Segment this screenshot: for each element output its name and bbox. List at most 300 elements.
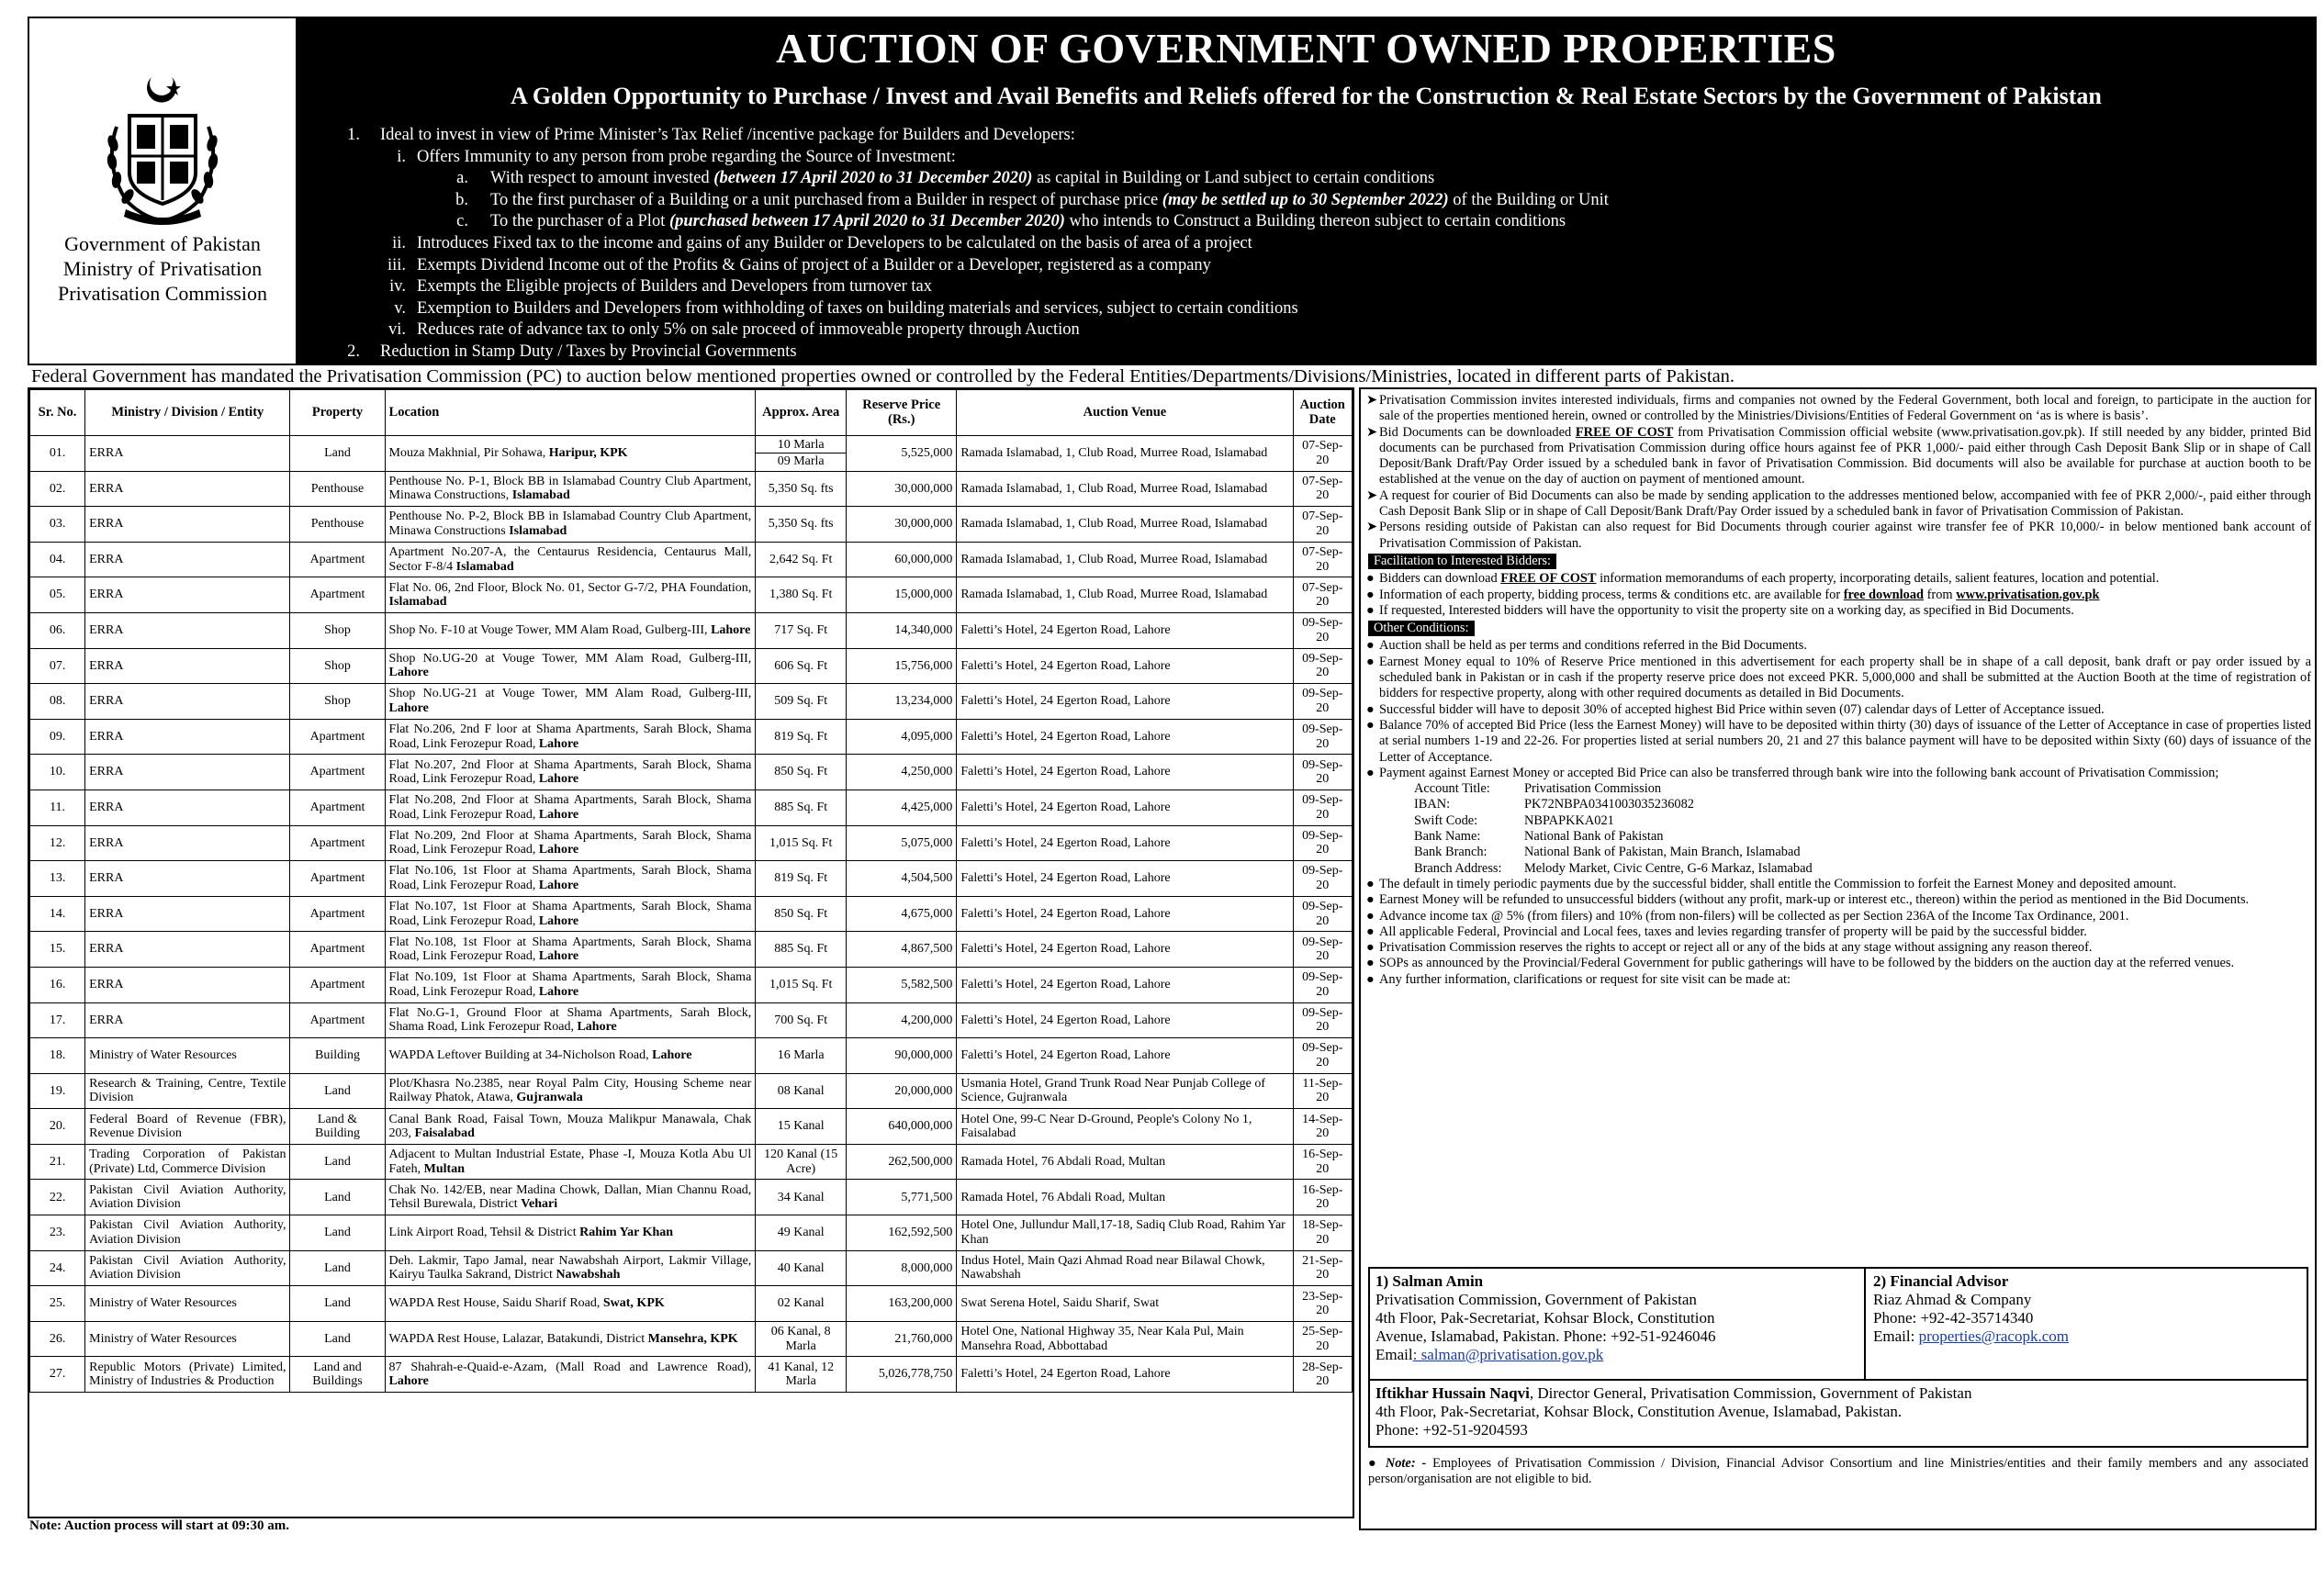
cell-entity: ERRA: [85, 577, 290, 613]
cell-location: Flat No.206, 2nd F loor at Shama Apartments, Sarah Block, Shama Road, Link Ferozepur Road, Lahore: [385, 719, 756, 755]
cell-entity: Ministry of Water Resources: [85, 1321, 290, 1357]
cell-venue: Faletti’s Hotel, 24 Egerton Road, Lahore: [957, 755, 1293, 790]
cell-location: Flat No.109, 1st Floor at Shama Apartments, Sarah Block, Shama Road, Link Ferozepur Road, Lahore: [385, 967, 756, 1002]
cell-price: 4,867,500: [847, 932, 957, 968]
condition-1: ● Auction shall be held as per terms and conditions referred in the Bid Documents.: [1366, 638, 1807, 654]
cell-venue: Swat Serena Hotel, Saidu Sharif, Swat: [957, 1286, 1293, 1322]
bank-account-details: [1366, 781, 2311, 877]
cell-entity: Pakistan Civil Aviation Authority, Aviation Division: [85, 1250, 290, 1286]
col-header-property: Property: [290, 390, 385, 436]
cell-venue: Ramada Islamabad, 1, Club Road, Murree Road, Islamabad: [957, 471, 1293, 507]
cell-sr: 08.: [30, 684, 85, 720]
cell-area: 16 Marla: [756, 1038, 847, 1074]
cell-sr: 24.: [30, 1250, 85, 1286]
cell-date: 21-Sep-20: [1293, 1250, 1352, 1286]
cell-price: 4,095,000: [847, 719, 957, 755]
cell-sr: 02.: [30, 471, 85, 507]
cell-entity: Federal Board of Revenue (FBR), Revenue Division: [85, 1109, 290, 1145]
free-download-link[interactable]: free download: [1843, 587, 1925, 602]
cell-sr: 01.: [30, 436, 85, 472]
cell-sr: 26.: [30, 1321, 85, 1357]
cell-venue: Faletti’s Hotel, 24 Egerton Road, Lahore: [957, 1002, 1293, 1038]
cell-date: 07-Sep-20: [1293, 471, 1352, 507]
condition-10: ● Privatisation Commission reserves the rights to accept or reject all or any of the bids at any stage without assigning any reason thereof.: [1366, 940, 2093, 956]
cell-price: 4,675,000: [847, 896, 957, 932]
cell-area: 10 Marla 09 Marla: [756, 436, 847, 472]
cell-entity: ERRA: [85, 896, 290, 932]
incentive-1-vi: vi. Reduces rate of advance tax to only 5% on sale proceed of immoveable property through Auction: [387, 320, 1080, 340]
gov-line-3: Privatisation Commission: [58, 282, 267, 305]
cell-venue: Hotel One, National Highway 35, Near Kala Pul, Main Mansehra Road, Abbottabad: [957, 1321, 1293, 1357]
cell-sr: 12.: [30, 825, 85, 861]
cell-date: 07-Sep-20: [1293, 436, 1352, 472]
cell-entity: Republic Motors (Private) Limited, Ministry of Industries & Production: [85, 1357, 290, 1393]
table-row: [30, 825, 1353, 861]
cell-property: Apartment: [290, 932, 385, 968]
cell-sr: 20.: [30, 1109, 85, 1145]
cell-area: 606 Sq. Ft: [756, 648, 847, 684]
cell-venue: Faletti’s Hotel, 24 Egerton Road, Lahore: [957, 1357, 1293, 1393]
cell-price: 15,756,000: [847, 648, 957, 684]
cell-entity: ERRA: [85, 719, 290, 755]
cell-area: 40 Kanal: [756, 1250, 847, 1286]
condition-9: ● All applicable Federal, Provincial and Local fees, taxes and levies regarding transfer of property will be paid by the successful bidder.: [1366, 924, 2087, 939]
cell-price: 8,000,000: [847, 1250, 957, 1286]
cell-area: 700 Sq. Ft: [756, 1002, 847, 1038]
table-row: [30, 896, 1353, 932]
table-row: [30, 612, 1353, 648]
cell-date: 09-Sep-20: [1293, 648, 1352, 684]
cell-price: 5,582,500: [847, 967, 957, 1002]
cell-location: Flat No.209, 2nd Floor at Shama Apartments, Sarah Block, Shama Road, Link Ferozepur Road, Lahore: [385, 825, 756, 861]
cell-property: Land: [290, 1321, 385, 1357]
auction-time-note: Note: Auction process will start at 09:30 am.: [29, 1518, 290, 1533]
cell-property: Building: [290, 1038, 385, 1074]
cell-property: Land: [290, 1144, 385, 1180]
cell-date: 23-Sep-20: [1293, 1286, 1352, 1322]
cell-property: Apartment: [290, 542, 385, 577]
cell-venue: Faletti’s Hotel, 24 Egerton Road, Lahore: [957, 648, 1293, 684]
col-header-price: Reserve Price (Rs.): [847, 390, 957, 436]
cell-property: Shop: [290, 612, 385, 648]
cell-area: 08 Kanal: [756, 1073, 847, 1109]
cell-location: Flat No. 06, 2nd Floor, Block No. 01, Sector G-7/2, PHA Foundation, Islamabad: [385, 577, 756, 613]
cell-property: Land: [290, 1180, 385, 1215]
cell-price: 162,592,500: [847, 1215, 957, 1251]
cell-property: Land: [290, 1250, 385, 1286]
contacts-box: [1368, 1267, 2308, 1448]
cell-location: Flat No.G-1, Ground Floor at Shama Apartments, Sarah Block, Shama Road, Link Ferozepur Road, Lahore: [385, 1002, 756, 1038]
cell-venue: Faletti’s Hotel, 24 Egerton Road, Lahore: [957, 612, 1293, 648]
cell-entity: ERRA: [85, 436, 290, 472]
terms-panel: [1359, 387, 2317, 1530]
cell-date: 11-Sep-20: [1293, 1073, 1352, 1109]
cell-entity: Trading Corporation of Pakistan (Private) Ltd, Commerce Division: [85, 1144, 290, 1180]
table-row: [30, 577, 1353, 613]
cell-property: Land: [290, 1286, 385, 1322]
cell-price: 5,075,000: [847, 825, 957, 861]
cell-date: 09-Sep-20: [1293, 932, 1352, 968]
cell-location: WAPDA Rest House, Saidu Sharif Road, Swat, KPK: [385, 1286, 756, 1322]
cell-location: Link Airport Road, Tehsil & District Rahim Yar Khan: [385, 1215, 756, 1251]
cell-entity: ERRA: [85, 684, 290, 720]
col-header-date: Auction Date: [1293, 390, 1352, 436]
cell-property: Apartment: [290, 577, 385, 613]
table-row: [30, 1038, 1353, 1074]
cell-area: 02 Kanal: [756, 1286, 847, 1322]
cell-property: Land: [290, 436, 385, 472]
email-link-salman[interactable]: : salman@privatisation.gov.pk: [1412, 1346, 1604, 1363]
incentive-1-i-c: c. To the purchaser of a Plot (purchased between 17 April 2020 to 31 December 2020) who intends to Construct a Building thereon subject to certain conditions: [456, 212, 1566, 231]
cell-sr: 05.: [30, 577, 85, 613]
cell-venue: Ramada Islamabad, 1, Club Road, Murree Road, Islamabad: [957, 507, 1293, 543]
facilitation-1: ● Bidders can download FREE OF COST information memorandums of each property, incorporating details, salient features, location and potential.: [1366, 571, 2160, 587]
cell-property: Shop: [290, 648, 385, 684]
cell-sr: 21.: [30, 1144, 85, 1180]
cell-date: 14-Sep-20: [1293, 1109, 1352, 1145]
table-row: [30, 1144, 1353, 1180]
cell-location: Shop No. F-10 at Vouge Tower, MM Alam Road, Gulberg-III, Lahore: [385, 612, 756, 648]
table-row: [30, 1321, 1353, 1357]
properties-table: [29, 389, 1353, 1393]
table-row: [30, 1002, 1353, 1038]
bank-account-line: Swift Code: NBPAPKKA021: [1414, 812, 1614, 828]
cell-price: 13,234,000: [847, 684, 957, 720]
email-link-advisor[interactable]: properties@racopk.com: [1918, 1327, 2069, 1345]
cell-location: Flat No.108, 1st Floor at Shama Apartments, Sarah Block, Shama Road, Link Ferozepur Road, Lahore: [385, 932, 756, 968]
cell-location: Flat No.107, 1st Floor at Shama Apartments, Sarah Block, Shama Road, Link Ferozepur Road, Lahore: [385, 896, 756, 932]
incentive-1-i: i. Offers Immunity to any person from probe regarding the Source of Investment:: [397, 147, 956, 166]
cell-venue: Ramada Islamabad, 1, Club Road, Murree Road, Islamabad: [957, 577, 1293, 613]
cell-location: Shop No.UG-21 at Vouge Tower, MM Alam Road, Gulberg-III, Lahore: [385, 684, 756, 720]
cell-location: Chak No. 142/EB, near Madina Chowk, Dallan, Mian Channu Road, Tehsil Burewala, District Vehari: [385, 1180, 756, 1215]
table-header-row: [30, 390, 1353, 436]
cell-area: 1,015 Sq. Ft: [756, 825, 847, 861]
cell-location: Plot/Khasra No.2385, near Royal Palm City, Housing Scheme near Railway Phatok, Atawa, Gujranwala: [385, 1073, 756, 1109]
website-link[interactable]: www.privatisation.gov.pk: [1956, 587, 2100, 602]
cell-date: 28-Sep-20: [1293, 1357, 1352, 1393]
col-header-entity: Ministry / Division / Entity: [85, 390, 290, 436]
table-row: [30, 648, 1353, 684]
cell-entity: ERRA: [85, 612, 290, 648]
cell-price: 4,200,000: [847, 1002, 957, 1038]
incentive-1: 1. Ideal to invest in view of Prime Minister’s Tax Relief /incentive package for Builders and Developers:: [347, 126, 1075, 144]
col-header-venue: Auction Venue: [957, 390, 1293, 436]
cell-price: 5,771,500: [847, 1180, 957, 1215]
cell-entity: ERRA: [85, 790, 290, 825]
cell-entity: ERRA: [85, 471, 290, 507]
cell-location: WAPDA Rest House, Lalazar, Batakundi, District Mansehra, KPK: [385, 1321, 756, 1357]
cell-property: Apartment: [290, 896, 385, 932]
col-header-location: Location: [385, 390, 756, 436]
cell-date: 09-Sep-20: [1293, 612, 1352, 648]
cell-area: 2,642 Sq. Ft: [756, 542, 847, 577]
cell-entity: Pakistan Civil Aviation Authority, Aviation Division: [85, 1180, 290, 1215]
cell-price: 5,026,778,750: [847, 1357, 957, 1393]
cell-sr: 10.: [30, 755, 85, 790]
contact-salman-amin: 1) Salman Amin Privatisation Commission, Government of Pakistan 4th Floor, Pak-Secretariat, Kohsar Block, Constitution Avenue, Islamabad, Pakistan. Phone: +92-51-9246046 Email: salman@privatisation.gov.pk: [1370, 1269, 1866, 1381]
cell-entity: ERRA: [85, 861, 290, 897]
page-subtitle: A Golden Opportunity to Purchase / Invest and Avail Benefits and Reliefs offered for the Construction & Real Estate Sectors by the Government of Pakistan: [511, 83, 2102, 109]
cell-area: 717 Sq. Ft: [756, 612, 847, 648]
advertisement-page: [28, 17, 2317, 1550]
cell-location: Flat No.106, 1st Floor at Shama Apartments, Sarah Block, Shama Road, Link Ferozepur Road, Lahore: [385, 861, 756, 897]
cell-venue: Ramada Islamabad, 1, Club Road, Murree Road, Islamabad: [957, 436, 1293, 472]
cell-venue: Indus Hotel, Main Qazi Ahmad Road near Bilawal Chowk, Nawabshah: [957, 1250, 1293, 1286]
cell-date: 07-Sep-20: [1293, 542, 1352, 577]
cell-price: 60,000,000: [847, 542, 957, 577]
cell-date: 09-Sep-20: [1293, 755, 1352, 790]
cell-sr: 27.: [30, 1357, 85, 1393]
cell-entity: Research & Training, Centre, Textile Division: [85, 1073, 290, 1109]
cell-venue: Faletti’s Hotel, 24 Egerton Road, Lahore: [957, 1038, 1293, 1074]
cell-price: 14,340,000: [847, 612, 957, 648]
cell-entity: Ministry of Water Resources: [85, 1286, 290, 1322]
incentive-1-ii: ii. Introduces Fixed tax to the income and gains of any Builder or Developers to be calculated on the basis of area of a project: [392, 233, 1252, 252]
cell-price: 30,000,000: [847, 507, 957, 543]
cell-property: Apartment: [290, 755, 385, 790]
cell-area: 509 Sq. Ft: [756, 684, 847, 720]
condition-12: ● Any further information, clarifications or request for site visit can be made at:: [1366, 971, 1791, 987]
incentive-1-i-a: a. With respect to amount invested (between 17 April 2020 to 31 December 2020) as capital in Building or Land subject to certain conditions: [456, 169, 1435, 188]
term-courier: ➤ A request for courier of Bid Documents can also be made by sending application to the addresses mentioned below, accompanied with fee of PKR 2,000/-, paid either through Cash Deposit Bank Slip or in shape of Call Deposit/Bank Draft/Pay Order issued by a scheduled bank in favor of Privatisation Commission of Pakistan.: [1366, 487, 2311, 520]
cell-sr: 17.: [30, 1002, 85, 1038]
cell-location: Deh. Lakmir, Tapo Jamal, near Nawabshah Airport, Lakmir Village, Kairyu Taulka Sakrand, District Nawabshah: [385, 1250, 756, 1286]
cell-entity: Pakistan Civil Aviation Authority, Aviation Division: [85, 1215, 290, 1251]
incentive-list: [332, 125, 2297, 364]
cell-price: 262,500,000: [847, 1144, 957, 1180]
bank-account-line: Bank Branch: National Bank of Pakistan, Main Branch, Islamabad: [1414, 845, 1801, 860]
cell-property: Land: [290, 1073, 385, 1109]
cell-venue: Faletti’s Hotel, 24 Egerton Road, Lahore: [957, 932, 1293, 968]
cell-location: 87 Shahrah-e-Quaid-e-Azam, (Mall Road and Lawrence Road), Lahore: [385, 1357, 756, 1393]
cell-date: 25-Sep-20: [1293, 1321, 1352, 1357]
cell-date: 16-Sep-20: [1293, 1144, 1352, 1180]
cell-venue: Faletti’s Hotel, 24 Egerton Road, Lahore: [957, 896, 1293, 932]
cell-property: Apartment: [290, 861, 385, 897]
cell-sr: 09.: [30, 719, 85, 755]
cell-property: Land: [290, 1215, 385, 1251]
cell-price: 15,000,000: [847, 577, 957, 613]
table-row: [30, 684, 1353, 720]
table-row: [30, 861, 1353, 897]
table-row: [30, 932, 1353, 968]
cell-location: Shop No.UG-20 at Vouge Tower, MM Alam Road, Gulberg-III, Lahore: [385, 648, 756, 684]
cell-venue: Faletti’s Hotel, 24 Egerton Road, Lahore: [957, 825, 1293, 861]
cell-property: Penthouse: [290, 471, 385, 507]
terms-text: [1366, 393, 2311, 988]
cell-date: 09-Sep-20: [1293, 825, 1352, 861]
cell-date: 16-Sep-20: [1293, 1180, 1352, 1215]
cell-location: Flat No.208, 2nd Floor at Shama Apartments, Sarah Block, Shama Road, Link Ferozepur Road, Lahore: [385, 790, 756, 825]
cell-date: 07-Sep-20: [1293, 507, 1352, 543]
properties-table-wrap: [28, 387, 1354, 1518]
cell-date: 18-Sep-20: [1293, 1215, 1352, 1251]
cell-area: 850 Sq. Ft: [756, 896, 847, 932]
cell-entity: Ministry of Water Resources: [85, 1038, 290, 1074]
cell-location: Mouza Makhnial, Pir Sohawa, Haripur, KPK: [385, 436, 756, 472]
cell-location: Flat No.207, 2nd Floor at Shama Apartments, Sarah Block, Shama Road, Link Ferozepur Road, Lahore: [385, 755, 756, 790]
page-title: AUCTION OF GOVERNMENT OWNED PROPERTIES: [776, 25, 1836, 72]
cell-price: 4,504,500: [847, 861, 957, 897]
table-row: [30, 471, 1353, 507]
cell-venue: Faletti’s Hotel, 24 Egerton Road, Lahore: [957, 790, 1293, 825]
incentive-2: 2. Reduction in Stamp Duty / Taxes by Provincial Governments: [347, 342, 797, 361]
cell-area: 819 Sq. Ft: [756, 719, 847, 755]
cell-location: Apartment No.207-A, the Centaurus Residencia, Centaurus Mall, Sector F-8/4 Islamabad: [385, 542, 756, 577]
cell-sr: 07.: [30, 648, 85, 684]
cell-area: 41 Kanal, 12 Marla: [756, 1357, 847, 1393]
cell-location: WAPDA Leftover Building at 34-Nicholson Road, Lahore: [385, 1038, 756, 1074]
cell-date: 07-Sep-20: [1293, 577, 1352, 613]
table-row: [30, 790, 1353, 825]
cell-venue: Faletti’s Hotel, 24 Egerton Road, Lahore: [957, 684, 1293, 720]
table-row: [30, 1286, 1353, 1322]
incentive-1-iv: iv. Exempts the Eligible projects of Builders and Developers from turnover tax: [389, 277, 933, 297]
term-overseas: ➤ Persons residing outside of Pakistan can also request for Bid Documents through courier against wire transfer fee of PKR 10,000/- in below mentioned bank account of Privatisation Commission of Pakistan.: [1366, 520, 2311, 551]
facilitation-3: ● If requested, Interested bidders will have the opportunity to visit the property site on a working day, as specified in Bid Documents.: [1366, 602, 2074, 618]
cell-sr: 23.: [30, 1215, 85, 1251]
cell-date: 09-Sep-20: [1293, 1002, 1352, 1038]
gov-line-1: Government of Pakistan: [64, 232, 261, 255]
table-row: [30, 967, 1353, 1002]
table-row: [30, 1357, 1353, 1393]
government-lines: [29, 231, 296, 306]
cell-date: 09-Sep-20: [1293, 896, 1352, 932]
cell-property: Apartment: [290, 719, 385, 755]
cell-sr: 13.: [30, 861, 85, 897]
cell-sr: 19.: [30, 1073, 85, 1109]
cell-sr: 11.: [30, 790, 85, 825]
cell-property: Shop: [290, 684, 385, 720]
cell-price: 20,000,000: [847, 1073, 957, 1109]
cell-area: 5,350 Sq. fts: [756, 471, 847, 507]
cell-sr: 25.: [30, 1286, 85, 1322]
table-row: [30, 1180, 1353, 1215]
title-banner: [296, 18, 2317, 364]
cell-venue: Hotel One, 99-C Near D-Ground, People's Colony No 1, Faisalabad: [957, 1109, 1293, 1145]
table-row: [30, 542, 1353, 577]
logo-box: [29, 18, 296, 364]
cell-property: Apartment: [290, 790, 385, 825]
condition-2: ● Earnest Money equal to 10% of Reserve Price mentioned in this advertisement for each property shall be in shape of a call deposit, bank draft or pay order issued by a scheduled bank in Pakistan or in cash if the property reserve price does not exceed PKR. 5,000,000 and shall be submitted at the Auction Booth at the time of registration of bidders for respective property, along with other required documents as detailed in Bid Documents.: [1366, 654, 2311, 701]
table-row: [30, 436, 1353, 472]
cell-area: 885 Sq. Ft: [756, 932, 847, 968]
eligibility-note: ● Note: - Employees of Privatisation Commission / Division, Financial Advisor Consortium and line Ministries/entities and their family members and any associated person/organisation are not eligible to bid.: [1368, 1456, 2308, 1487]
condition-7: ● Earnest Money will be refunded to unsuccessful bidders (without any profit, mark-up or interest etc., thereon) within the period as mentioned in the Bid Documents.: [1366, 892, 2250, 908]
cell-sr: 14.: [30, 896, 85, 932]
cell-date: 09-Sep-20: [1293, 1038, 1352, 1074]
cell-location: Penthouse No. P-1, Block BB in Islamabad Country Club Apartment, Minawa Constructions, Islamabad: [385, 471, 756, 507]
cell-area: 34 Kanal: [756, 1180, 847, 1215]
cell-venue: Ramada Hotel, 76 Abdali Road, Multan: [957, 1180, 1293, 1215]
cell-sr: 15.: [30, 932, 85, 968]
cell-area: 49 Kanal: [756, 1215, 847, 1251]
condition-5: ● Payment against Earnest Money or accepted Bid Price can also be transferred through bank wire into the following bank account of Privatisation Commission;: [1366, 765, 2219, 780]
condition-11: ● SOPs as announced by the Provincial/Federal Government for public gatherings will have to be followed by the bidders on the auction day at the referred venues.: [1366, 956, 2235, 971]
cell-entity: ERRA: [85, 825, 290, 861]
cell-venue: Faletti’s Hotel, 24 Egerton Road, Lahore: [957, 719, 1293, 755]
bank-account-line: IBAN: PK72NBPA0341003035236082: [1414, 797, 1694, 812]
cell-sr: 04.: [30, 542, 85, 577]
condition-6: ● The default in timely periodic payments due by the successful bidder, shall entitle the Commission to forfeit the Earnest Money and deposited amount.: [1366, 876, 2177, 891]
cell-date: 09-Sep-20: [1293, 967, 1352, 1002]
table-row: [30, 755, 1353, 790]
cell-entity: ERRA: [85, 755, 290, 790]
table-row: [30, 1215, 1353, 1251]
section-other-conditions: Other Conditions:: [1368, 621, 1475, 636]
cell-area: 5,350 Sq. fts: [756, 507, 847, 543]
cell-sr: 06.: [30, 612, 85, 648]
condition-4: ● Balance 70% of accepted Bid Price (less the Earnest Money) will have to be deposited within thirty (30) days of issuance of the Letter of Acceptance in case of properties listed at serial numbers 1-19 and 22-26. For properties listed at serial numbers 20, 21 and 27 this balance payment will have to be deposited within Sixty (60) days of issuance of the Letter of Acceptance.: [1366, 717, 2311, 765]
cell-venue: Ramada Hotel, 76 Abdali Road, Multan: [957, 1144, 1293, 1180]
cell-price: 640,000,000: [847, 1109, 957, 1145]
condition-8: ● Advance income tax @ 5% (from filers) and 10% (from non-filers) will be collected as per Section 236A of the Income Tax Ordinance, 2001.: [1366, 908, 2129, 924]
cell-price: 4,250,000: [847, 755, 957, 790]
cell-price: 5,525,000: [847, 436, 957, 472]
cell-property: Land and Buildings: [290, 1357, 385, 1393]
bank-account-line: Bank Name: National Bank of Pakistan: [1414, 829, 1664, 845]
cell-price: 30,000,000: [847, 471, 957, 507]
cell-entity: ERRA: [85, 932, 290, 968]
cell-price: 4,425,000: [847, 790, 957, 825]
cell-entity: ERRA: [85, 648, 290, 684]
cell-price: 21,760,000: [847, 1321, 957, 1357]
cell-property: Apartment: [290, 1002, 385, 1038]
cell-area: 120 Kanal (15 Acre): [756, 1144, 847, 1180]
cell-venue: Faletti’s Hotel, 24 Egerton Road, Lahore: [957, 861, 1293, 897]
cell-property: Land & Building: [290, 1109, 385, 1145]
cell-price: 163,200,000: [847, 1286, 957, 1322]
cell-location: Adjacent to Multan Industrial Estate, Phase -I, Mouza Kotla Abu Ul Fateh, Multan: [385, 1144, 756, 1180]
mandate-text: Federal Government has mandated the Privatisation Commission (PC) to auction below mentioned properties owned or controlled by the Federal Entities/Departments/Divisions/Ministries, located in different parts of Pakistan.: [31, 366, 1735, 386]
cell-venue: Hotel One, Jullundur Mall,17-18, Sadiq Club Road, Rahim Yar Khan: [957, 1215, 1293, 1251]
condition-3: ● Successful bidder will have to deposit 30% of accepted highest Bid Price within seven (07) calendar days of Letter of Acceptance issued.: [1366, 701, 2105, 717]
bank-account-line: Branch Address: Melody Market, Civic Centre, G-6 Markaz, Islamabad: [1414, 860, 1813, 876]
cell-date: 09-Sep-20: [1293, 719, 1352, 755]
cell-date: 09-Sep-20: [1293, 684, 1352, 720]
cell-entity: ERRA: [85, 507, 290, 543]
facilitation-2: ● Information of each property, bidding process, terms & conditions etc. are available for free download from www.privatisation.gov.pk: [1366, 587, 2100, 602]
table-body: [30, 436, 1353, 1393]
col-header-sr: Sr. No.: [30, 390, 85, 436]
table-row: [30, 1250, 1353, 1286]
state-emblem-icon: [98, 72, 227, 228]
cell-location: Penthouse No. P-2, Block BB in Islamabad Country Club Apartment, Minawa Constructions Islamabad: [385, 507, 756, 543]
cell-entity: ERRA: [85, 967, 290, 1002]
gov-line-2: Ministry of Privatisation: [62, 257, 263, 280]
header: [28, 17, 2317, 365]
cell-entity: ERRA: [85, 542, 290, 577]
cell-location: Canal Bank Road, Faisal Town, Mouza Malikpur Manawala, Chak 203, Faisalabad: [385, 1109, 756, 1145]
cell-area: 819 Sq. Ft: [756, 861, 847, 897]
table-row: [30, 507, 1353, 543]
cell-area: 15 Kanal: [756, 1109, 847, 1145]
cell-date: 09-Sep-20: [1293, 861, 1352, 897]
contact-financial-advisor: 2) Financial Advisor Riaz Ahmad & Company Phone: +92-42-35714340 Email: properties@racopk.com: [1866, 1269, 2307, 1381]
cell-property: Penthouse: [290, 507, 385, 543]
cell-area: 850 Sq. Ft: [756, 755, 847, 790]
table-row: [30, 719, 1353, 755]
table-row: [30, 1073, 1353, 1109]
incentive-1-iii: iii. Exempts Dividend Income out of the Profits & Gains of project of a Builder or a Developer, registered as a company: [387, 255, 1211, 274]
cell-price: 90,000,000: [847, 1038, 957, 1074]
term-bid-documents: ➤ Bid Documents can be downloaded FREE OF COST from Privatisation Commission official website (www.privatisation.gov.pk). If still needed by any bidder, printed Bid documents can be purchased from Privatisation Commission during office hours against fee of PKR 1,000/- paid either through Cash Deposit Bank Slip or in shape of Call Deposit/Bank Draft/Pay Order issued by a scheduled bank in favor of Privatisation Commission. Bid documents will also be available for purchase at auction booth to be established at the venue on the day of auction on payment of mentioned amount.: [1366, 424, 2311, 487]
cell-area: 1,380 Sq. Ft: [756, 577, 847, 613]
cell-sr: 22.: [30, 1180, 85, 1215]
cell-area: 1,015 Sq. Ft: [756, 967, 847, 1002]
cell-sr: 16.: [30, 967, 85, 1002]
